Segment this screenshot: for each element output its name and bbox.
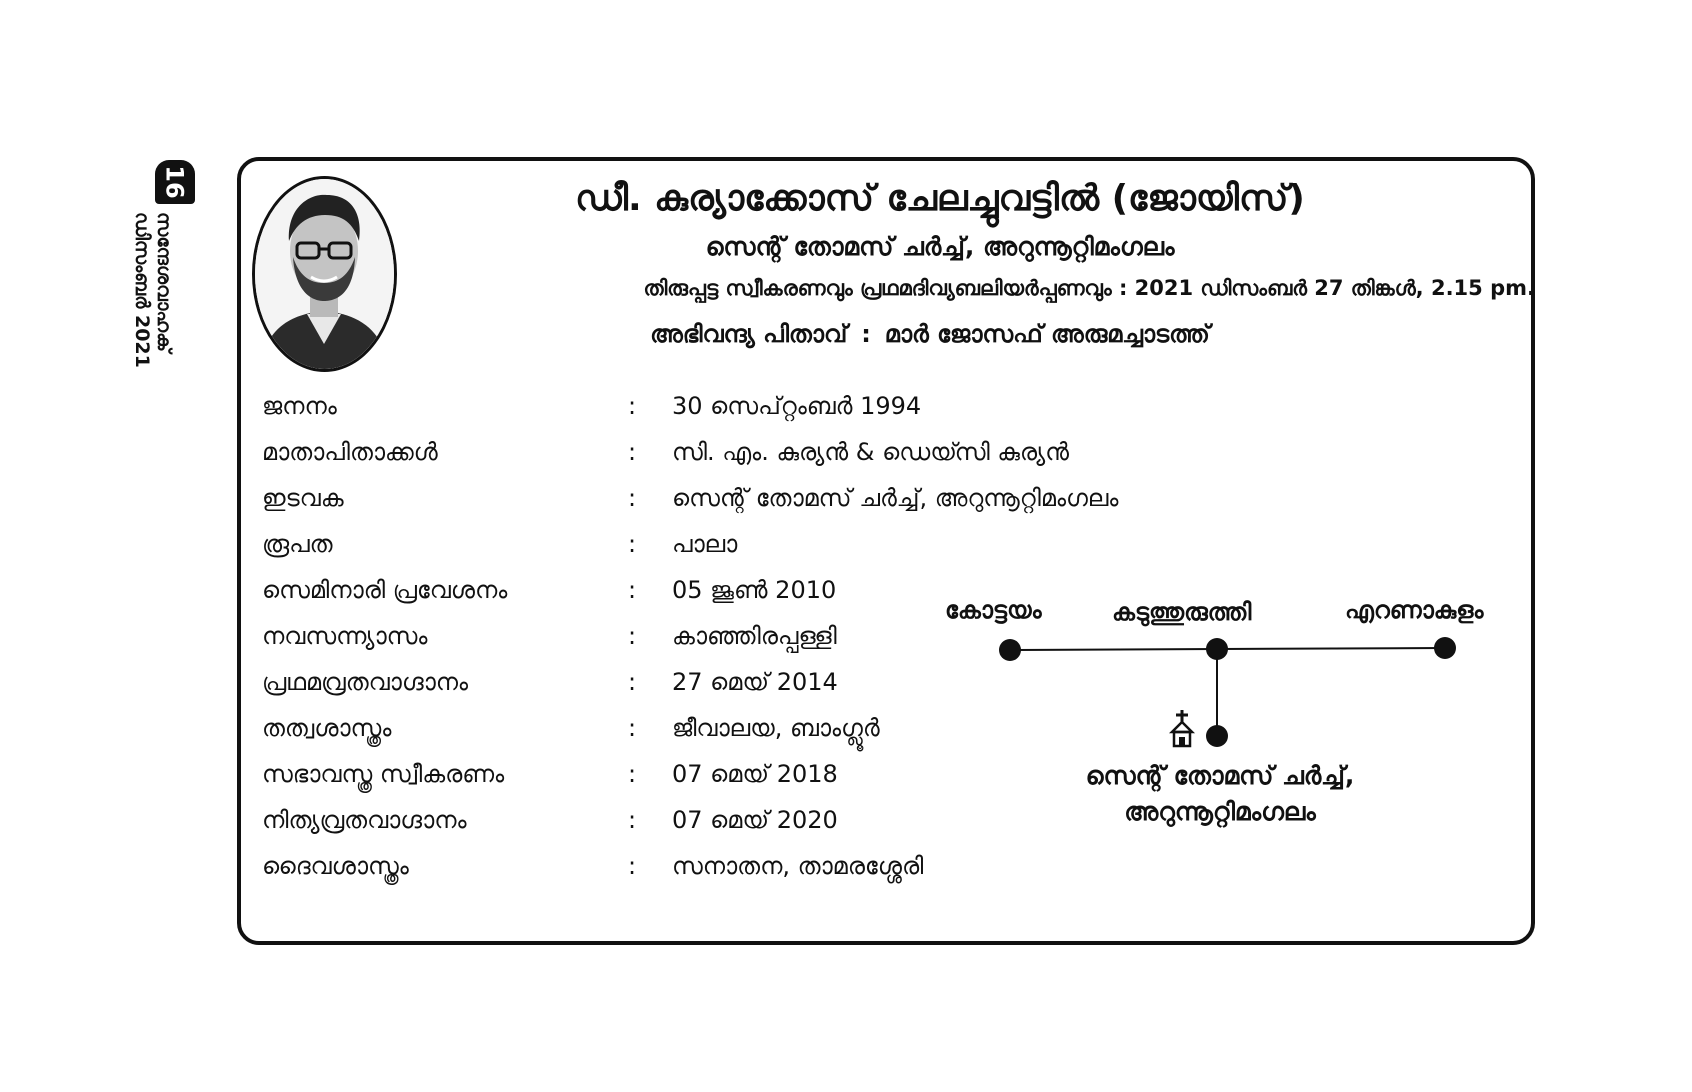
bishop-label: അഭിവന്ദ്യ പിതാവ് <box>650 320 848 348</box>
kottayam-dot <box>999 639 1021 661</box>
detail-value: സനാതന, താമരശ്ശേരി <box>672 852 924 880</box>
place-ernakulam: എറണാകുളം <box>1345 596 1484 624</box>
bishop-separator: : <box>861 320 871 348</box>
detail-value: പാലാ <box>672 530 738 558</box>
route-map <box>990 630 1470 760</box>
portrait-photo <box>252 176 397 372</box>
detail-separator: : <box>628 622 637 650</box>
page-number-tab <box>155 160 195 204</box>
ordination-info: തിരുപ്പട്ട സ്വീകരണവും പ്രഥമദിവ്യബലിയർപ്പണവും : 2021 ഡിസംബർ 27 തിങ്കൾ, 2.15 pm. <box>643 276 1535 300</box>
publication-name: സന്ദേശവാഹക് <box>153 212 175 352</box>
detail-separator: : <box>628 760 637 788</box>
detail-separator: : <box>628 392 637 420</box>
detail-label: ജനനം <box>262 392 337 420</box>
detail-separator: : <box>628 852 637 880</box>
detail-label: സഭാവസ്ത്ര സ്വീകരണം <box>262 760 505 788</box>
detail-separator: : <box>628 484 637 512</box>
bishop-line <box>420 320 1440 348</box>
detail-value: സി. എം. കുര്യൻ & ഡെയ്സി കുര്യൻ <box>672 438 1070 466</box>
detail-label: രൂപത <box>262 530 333 558</box>
detail-separator: : <box>628 806 637 834</box>
detail-label: നവസന്ന്യാസം <box>262 622 428 650</box>
detail-separator: : <box>628 714 637 742</box>
detail-value: കാഞ്ഞിരപ്പള്ളി <box>672 622 837 650</box>
place-kottayam: കോട്ടയം <box>945 596 1042 624</box>
detail-label: ഇടവക <box>262 484 344 512</box>
church-dot <box>1206 725 1228 747</box>
detail-label: പ്രഥമവ്രതവാഗ്ദാനം <box>262 668 469 696</box>
detail-label: സെമിനാരി പ്രവേശനം <box>262 576 508 604</box>
page-number: 16 <box>161 165 189 199</box>
detail-value: 07 മെയ് 2020 <box>672 806 838 834</box>
detail-separator: : <box>628 668 637 696</box>
bishop-name: മാർ ജോസഫ് അരുമച്ചാടത്ത് <box>884 320 1210 348</box>
church-label-line2: അറുന്നൂറ്റിമംഗലം <box>1124 797 1316 826</box>
detail-label: നിത്യവ്രതവാഗ്ദാനം <box>262 806 467 834</box>
publication-issue: ഡിസംബർ 2021 <box>131 212 153 368</box>
detail-value: ജീവാലയ, ബാംഗ്ലൂർ <box>672 714 880 742</box>
church-label <box>1040 758 1400 830</box>
detail-separator: : <box>628 530 637 558</box>
page-marker <box>131 160 195 460</box>
detail-label: ദൈവശാസ്ത്രം <box>262 852 409 880</box>
place-kaduthuruthy: കടുത്തുരുത്തി <box>1112 598 1252 626</box>
church-icon <box>1172 710 1192 746</box>
detail-value: 30 സെപ്റ്റംബർ 1994 <box>672 392 922 420</box>
church-label-line1: സെന്റ് തോമസ് ചർച്ച്, <box>1085 761 1355 790</box>
portrait-illustration <box>255 179 394 369</box>
detail-value: 07 മെയ് 2018 <box>672 760 838 788</box>
detail-label: മാതാപിതാക്കൾ <box>262 438 438 466</box>
detail-separator: : <box>628 438 637 466</box>
kaduthuruthy-dot <box>1206 638 1228 660</box>
detail-value: 27 മെയ് 2014 <box>672 668 838 696</box>
detail-value: സെന്റ് തോമസ് ചർച്ച്, അറുന്നൂറ്റിമംഗലം <box>672 484 1119 512</box>
deacon-name: ഡീ. കുര്യാക്കോസ് ചേലച്ചുവട്ടിൽ (ജോയിസ്) <box>575 178 1305 219</box>
detail-value: 05 ജൂൺ 2010 <box>672 576 837 604</box>
detail-separator: : <box>628 576 637 604</box>
ernakulam-dot <box>1434 637 1456 659</box>
detail-label: തത്വശാസ്ത്രം <box>262 714 392 742</box>
parish-heading: സെന്റ് തോമസ് ചർച്ച്, അറുന്നൂറ്റിമംഗലം <box>705 232 1175 261</box>
